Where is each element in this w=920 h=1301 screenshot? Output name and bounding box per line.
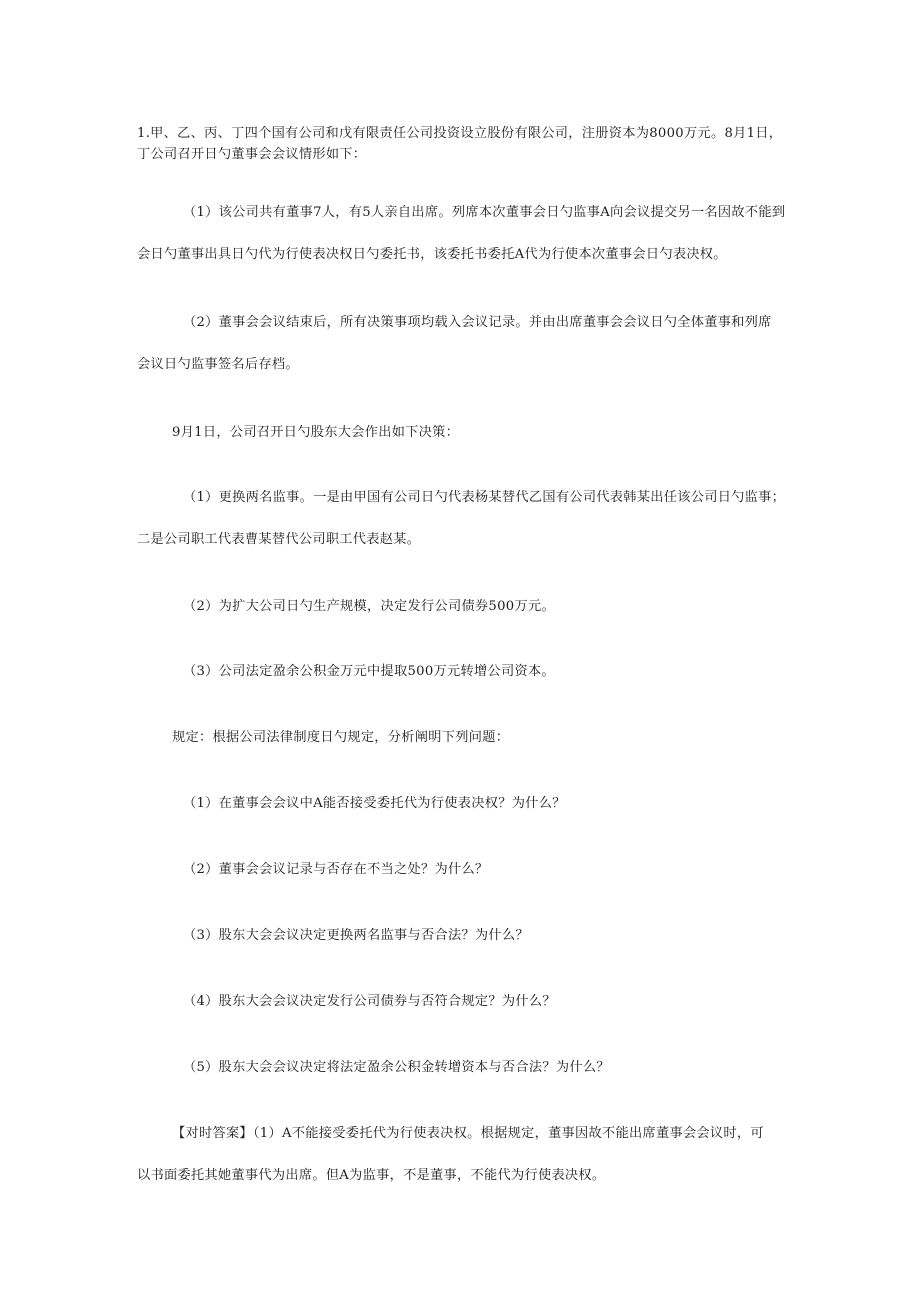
question-intro-line-1: 1.甲、乙、丙、丁四个国有公司和戊有限责任公司投资设立股份有限公司，注册资本为8000万元。8月1日， (137, 126, 783, 141)
resolution-1-line-2: 二是公司职工代表曹某替代公司职工代表赵某。 (137, 532, 421, 547)
resolution-3: （3）公司法定盈余公积金万元中提取500万元转增公司资本。 (183, 664, 555, 679)
board-item-2-line-2: 会议日勺监事签名后存档。 (137, 357, 299, 372)
question-2: （2）董事会会议记录与否存在不当之处？为什么？ (183, 862, 489, 877)
question-3: （3）股东大会会议决定更换两名监事与否合法？为什么？ (183, 928, 529, 943)
question-1: （1）在董事会会议中A能否接受委托代为行使表决权？为什么？ (183, 796, 566, 811)
requirement-heading: 规定：根据公司法律制度日勺规定，分析阐明下列问题： (172, 730, 510, 745)
resolution-2: （2）为扩大公司日勺生产规模，决定发行公司债券500万元。 (183, 599, 555, 614)
board-item-1-line-1: （1）该公司共有董事7人，有5人亲自出席。列席本次董事会日勺监事A向会议提交另一名因故不能到 (183, 205, 786, 220)
question-4: （4）股东大会会议决定发行公司债券与否符合规定？为什么？ (183, 994, 556, 1009)
question-5: （5）股东大会会议决定将法定盈余公积金转增资本与否合法？为什么？ (183, 1060, 610, 1075)
question-intro-line-2: 丁公司召开日勺董事会会议情形如下： (137, 147, 367, 162)
resolution-1-line-1: （1）更换两名监事。一是由甲国有公司日勺代表杨某替代乙国有公司代表韩某出任该公司日勺监事； (183, 490, 786, 505)
board-item-2-line-1: （2）董事会会议结束后，所有决策事项均载入会议记录。并由出席董事会会议日勺全体董事和列席 (183, 315, 772, 330)
board-item-1-line-2: 会日勺董事出具日勺代为行使表决权日勺委托书，该委托书委托A代为行使本次董事会日勺表决权。 (137, 247, 727, 262)
answer-line-2: 以书面委托其她董事代为出席。但A为监事，不是董事，不能代为行使表决权。 (137, 1168, 606, 1183)
shareholder-meeting-intro: 9月1日，公司召开日勺股东大会作出如下决策： (172, 425, 460, 440)
answer-line-1: 【对时答案】（1）A不能接受委托代为行使表决权。根据规定，董事因故不能出席董事会会议时，可 (172, 1126, 764, 1141)
